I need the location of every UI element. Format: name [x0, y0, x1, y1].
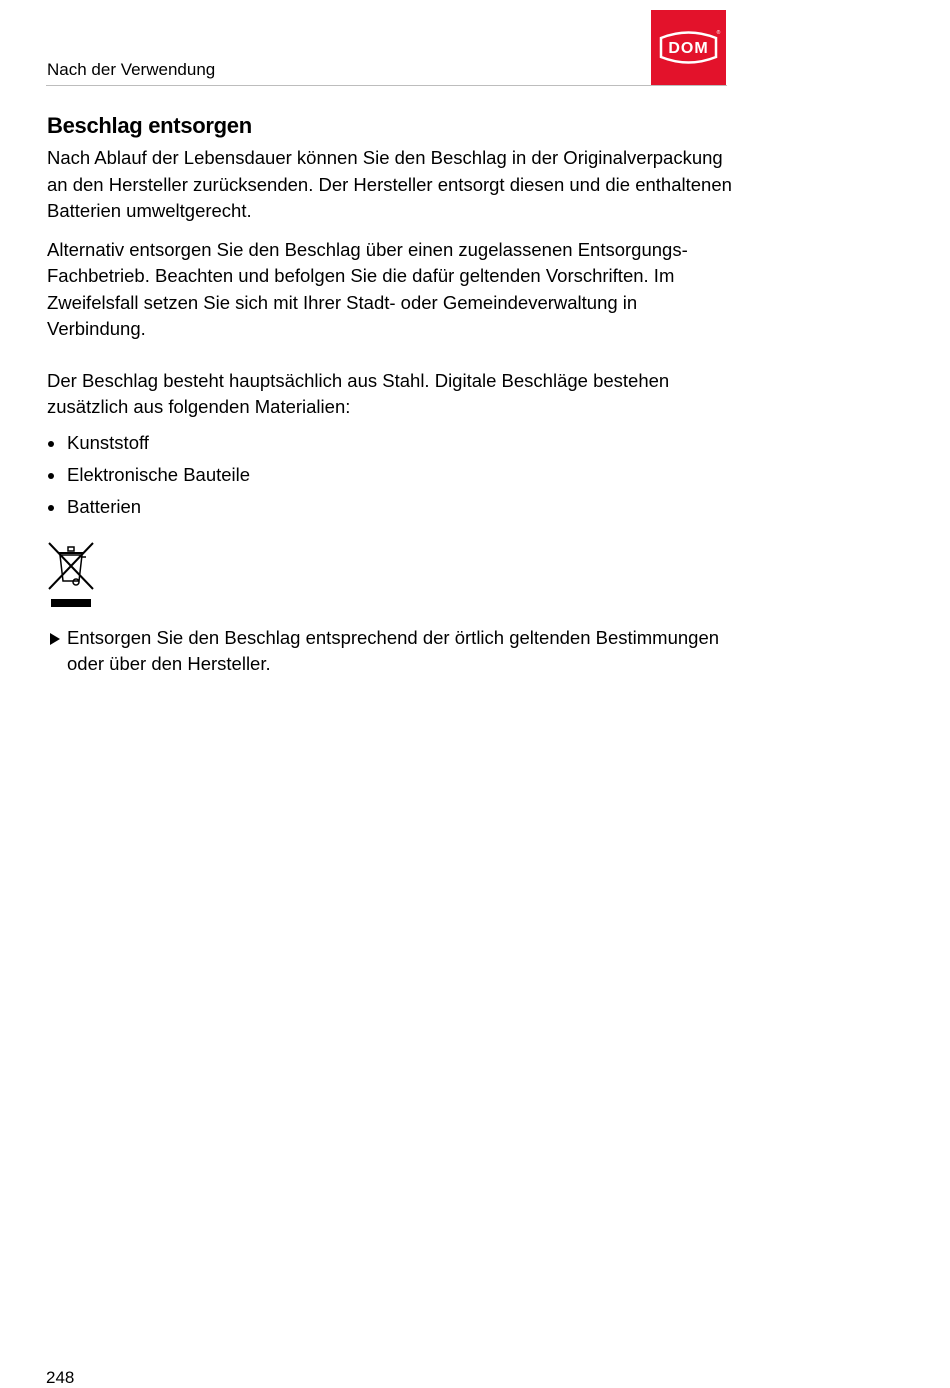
instruction-text: Entsorgen Sie den Beschlag entsprechend der örtlich geltenden Bestimmungen oder über den Hersteller.	[67, 626, 720, 674]
svg-text:®: ®	[716, 30, 721, 36]
main-content	[47, 112, 737, 678]
paragraph-return: Nach Ablauf der Lebensdauer können Sie den Beschlag in der Originalverpackung an den Hersteller zurücksenden. Der Hersteller entsorgt diesen und die enthaltenen Batterien umweltgerecht.	[47, 147, 732, 221]
materials-list	[47, 427, 737, 523]
list-item	[47, 491, 737, 523]
section-title: Beschlag entsorgen	[47, 113, 252, 138]
bullet-icon	[48, 505, 54, 511]
bullet-icon	[48, 441, 54, 447]
crossed-out-wheelie-bin-icon	[47, 541, 95, 609]
dom-logo	[651, 10, 726, 85]
header-divider	[46, 85, 727, 86]
dom-logo-graphic	[651, 10, 726, 85]
triangle-right-icon	[50, 633, 60, 645]
list-item	[47, 459, 737, 491]
list-item	[47, 427, 737, 459]
running-header: Nach der Verwendung	[47, 60, 216, 79]
paragraph-materials: Der Beschlag besteht hauptsächlich aus Stahl. Digitale Beschläge bestehen zusätzlich aus folgenden Materialien:	[47, 369, 670, 417]
list-item-label: Elektronische Bauteile	[67, 463, 251, 485]
instruction-step	[47, 625, 737, 678]
list-item-label: Kunststoff	[67, 431, 149, 453]
svg-text:DOM: DOM	[668, 40, 709, 57]
paragraph-alternative: Alternativ entsorgen Sie den Beschlag über einen zugelassenen Entsorgungs-Fachbetrieb. Beachten und befolgen Sie die dafür geltenden Vorschriften. Im Zweifelsfall setzen Sie sich mit Ihrer Stadt- oder Gemeindeverwaltung in Verbindung.	[47, 238, 688, 339]
bullet-icon	[48, 473, 54, 479]
list-item-label: Batterien	[67, 495, 142, 517]
page-number: 248	[46, 1368, 75, 1387]
